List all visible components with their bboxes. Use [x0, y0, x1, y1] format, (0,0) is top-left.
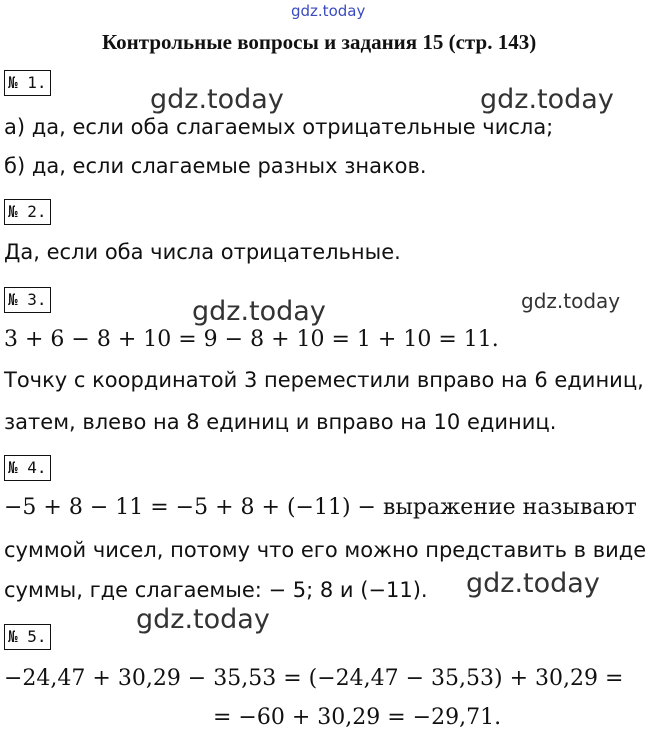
- task-number-4: № 4.: [4, 455, 51, 481]
- task-number-1: № 1.: [4, 70, 51, 96]
- task-1-line-a: а) да, если оба слагаемых отрицательные числа;: [4, 115, 554, 139]
- task-number-2: № 2.: [4, 199, 51, 225]
- watermark: gdz.today: [521, 289, 621, 313]
- watermark: gdz.today: [480, 84, 614, 115]
- watermark: gdz.today: [466, 568, 600, 599]
- task-4-text-1: суммой чисел, потому что его можно представить в виде: [4, 538, 647, 562]
- page-title: Контрольные вопросы и задания 15 (стр. 143): [102, 30, 537, 54]
- task-3-text-1: Точку с координатой 3 переместили вправо на 6 единиц,: [4, 368, 644, 392]
- task-5-equation-1: −24,47 + 30,29 − 35,53 = (−24,47 − 35,53) + 30,29 =: [4, 666, 624, 691]
- task-1-line-b: б) да, если слагаемые разных знаков.: [4, 154, 427, 178]
- task-4-equation: −5 + 8 − 11 = −5 + 8 + (−11) − выражение называют: [4, 495, 637, 520]
- task-3-text-2: затем, влево на 8 единиц и вправо на 10 единиц.: [4, 410, 557, 434]
- task-number-5: № 5.: [4, 624, 51, 650]
- watermark: gdz.today: [192, 296, 326, 327]
- task-number-3: № 3.: [4, 287, 51, 313]
- task-3-equation: 3 + 6 − 8 + 10 = 9 − 8 + 10 = 1 + 10 = 11.: [4, 327, 499, 352]
- task-5-equation-2: = −60 + 30,29 = −29,71.: [213, 705, 502, 730]
- task-2-line: Да, если оба числа отрицательные.: [4, 240, 401, 264]
- task-4-text-2: суммы, где слагаемые: − 5; 8 и (−11).: [4, 578, 428, 602]
- watermark: gdz.today: [136, 604, 270, 635]
- watermark: gdz.today: [150, 84, 284, 115]
- watermark-top: gdz.today: [291, 2, 366, 20]
